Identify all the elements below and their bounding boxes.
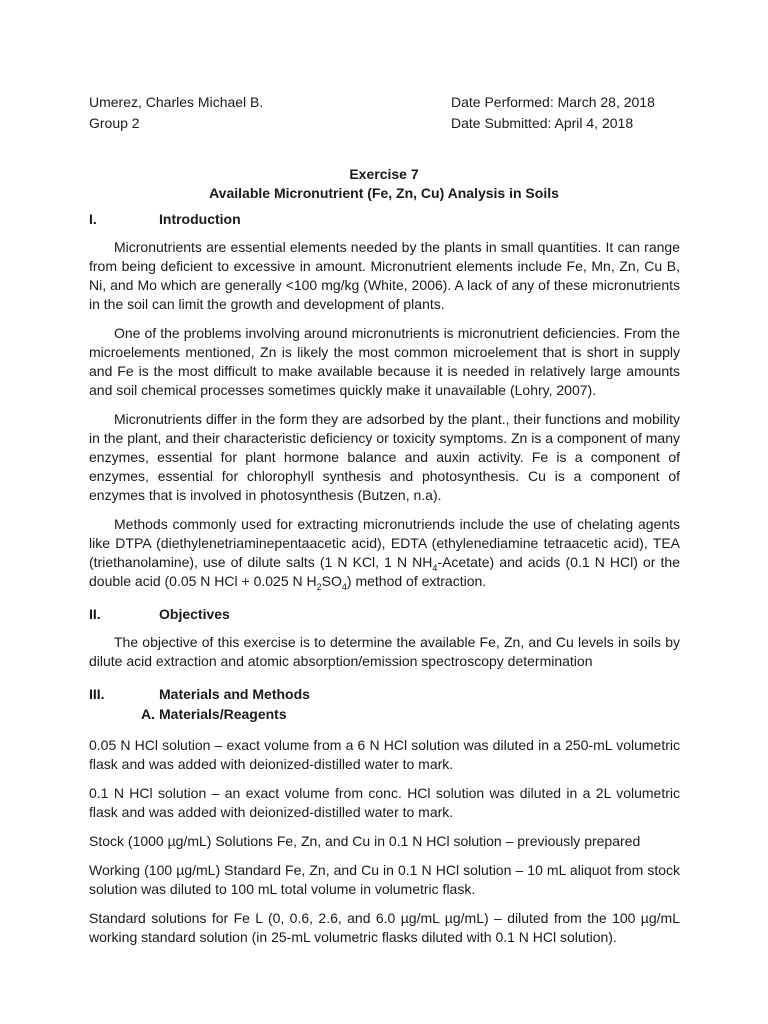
section-number: I. [89, 211, 97, 227]
subsection-title: Materials/Reagents [159, 706, 287, 722]
subscript: 4 [341, 581, 347, 592]
intro-paragraph-3: Micronutrients differ in the form they are adsorbed by the plant., their functions and mobility in the plant, and their characteristic deficiency or toxicity symptoms. Zn is a component of many enzymes, essential for plant hormone balance and auxin activity. Fe is a component of enzymes, essential for chlorophyll synthesis and photosynthesis. Cu is a component of enzymes that is involved in photosynthesis (Butzen, n.a). [89, 411, 680, 503]
date-performed: Date Performed: March 28, 2018 [451, 94, 655, 110]
intro-paragraph-4 [89, 515, 680, 591]
section-title: Objectives [159, 606, 230, 622]
intro-paragraph-1: Micronutrients are essential elements needed by the plants in small quantities. It can range from being deficient to excessive in amount. Micronutrient elements include Fe, Mn, Zn, Cu B, Ni, and Mo which are generally <100 mg/kg (White, 2006). A lack of any of these micronutrients in the soil can limit the growth and development of plants. [89, 239, 680, 312]
reagent-item: 0.1 N HCl solution – an exact volume from conc. HCl solution was diluted in a 2L volumetric flask and was added with deionized-distilled water to mark. [89, 785, 680, 820]
document-body [89, 210, 680, 957]
subsection-heading-reagents [89, 705, 680, 724]
exercise-title: Available Micronutrient (Fe, Zn, Cu) Analysis in Soils [209, 185, 559, 201]
document-header [89, 92, 679, 134]
section-title: Materials and Methods [159, 686, 310, 702]
section-title: Introduction [159, 211, 241, 227]
section-heading-materials [89, 685, 680, 704]
exercise-titles [0, 165, 768, 203]
intro-p4-text-b: -Acetate) and acids (0.1 N HCl) or the double acid (0.05 N HCl + 0.025 N H [89, 554, 680, 589]
reagent-item: Stock (1000 µg/mL) Solutions Fe, Zn, and Cu in 0.1 N HCl solution – previously prepared [89, 833, 641, 849]
header-row-2 [89, 113, 679, 134]
reagent-item: Standard solutions for Fe L (0, 0.6, 2.6, and 6.0 µg/mL µg/mL) – diluted from the 100 µg/mL working standard solution (in 25-mL volumetric flasks diluted with 0.1 N HCl solution). [89, 910, 680, 945]
reagent-item: Working (100 µg/mL) Standard Fe, Zn, and Cu in 0.1 N HCl solution – 10 mL aliquot from stock solution was diluted to 100 mL total volume in volumetric flask. [89, 862, 680, 897]
subscript: 4 [432, 562, 438, 573]
reagent-item: 0.05 N HCl solution – exact volume from a 6 N HCl solution was diluted in a 250-mL volumetric flask and was added with deionized-distilled water to mark. [89, 737, 680, 772]
section-number: II. [89, 606, 101, 622]
author-name: Umerez, Charles Michael B. [89, 94, 264, 110]
section-number: III. [89, 686, 105, 702]
date-submitted: Date Submitted: April 4, 2018 [451, 115, 634, 131]
intro-p4-text-d: ) method of extraction. [346, 573, 487, 589]
intro-p4-text-c: SO [321, 573, 342, 589]
group-label: Group 2 [89, 115, 140, 131]
intro-p4-text-a: Methods commonly used for extracting micronutriends include the use of chelating agents like DTPA (diethylenetriaminepentaacetic acid), EDTA (ethylenediamine tetraacetic acid), TEA (triethanolamine), use of dilute salts (1 N KCl, 1 N NH [89, 516, 680, 570]
objectives-paragraph: The objective of this exercise is to determine the available Fe, Zn, and Cu levels in soils by dilute acid extraction and atomic absorption/emission spectroscopy determination [89, 634, 680, 669]
subscript: 2 [316, 581, 322, 592]
section-heading-introduction [89, 210, 680, 229]
intro-paragraph-2: One of the problems involving around micronutrients is micronutrient deficiencies. From the microelements mentioned, Zn is likely the most common microelement that is short in supply and Fe is the most difficult to make available because it is needed in relatively large amounts and soil chemical processes sometimes quickly make it unavailable (Lohry, 2007). [89, 325, 680, 398]
exercise-number: Exercise 7 [349, 166, 419, 182]
section-heading-objectives [89, 605, 680, 624]
subsection-number: A. [141, 706, 155, 722]
header-row-1 [89, 92, 679, 113]
